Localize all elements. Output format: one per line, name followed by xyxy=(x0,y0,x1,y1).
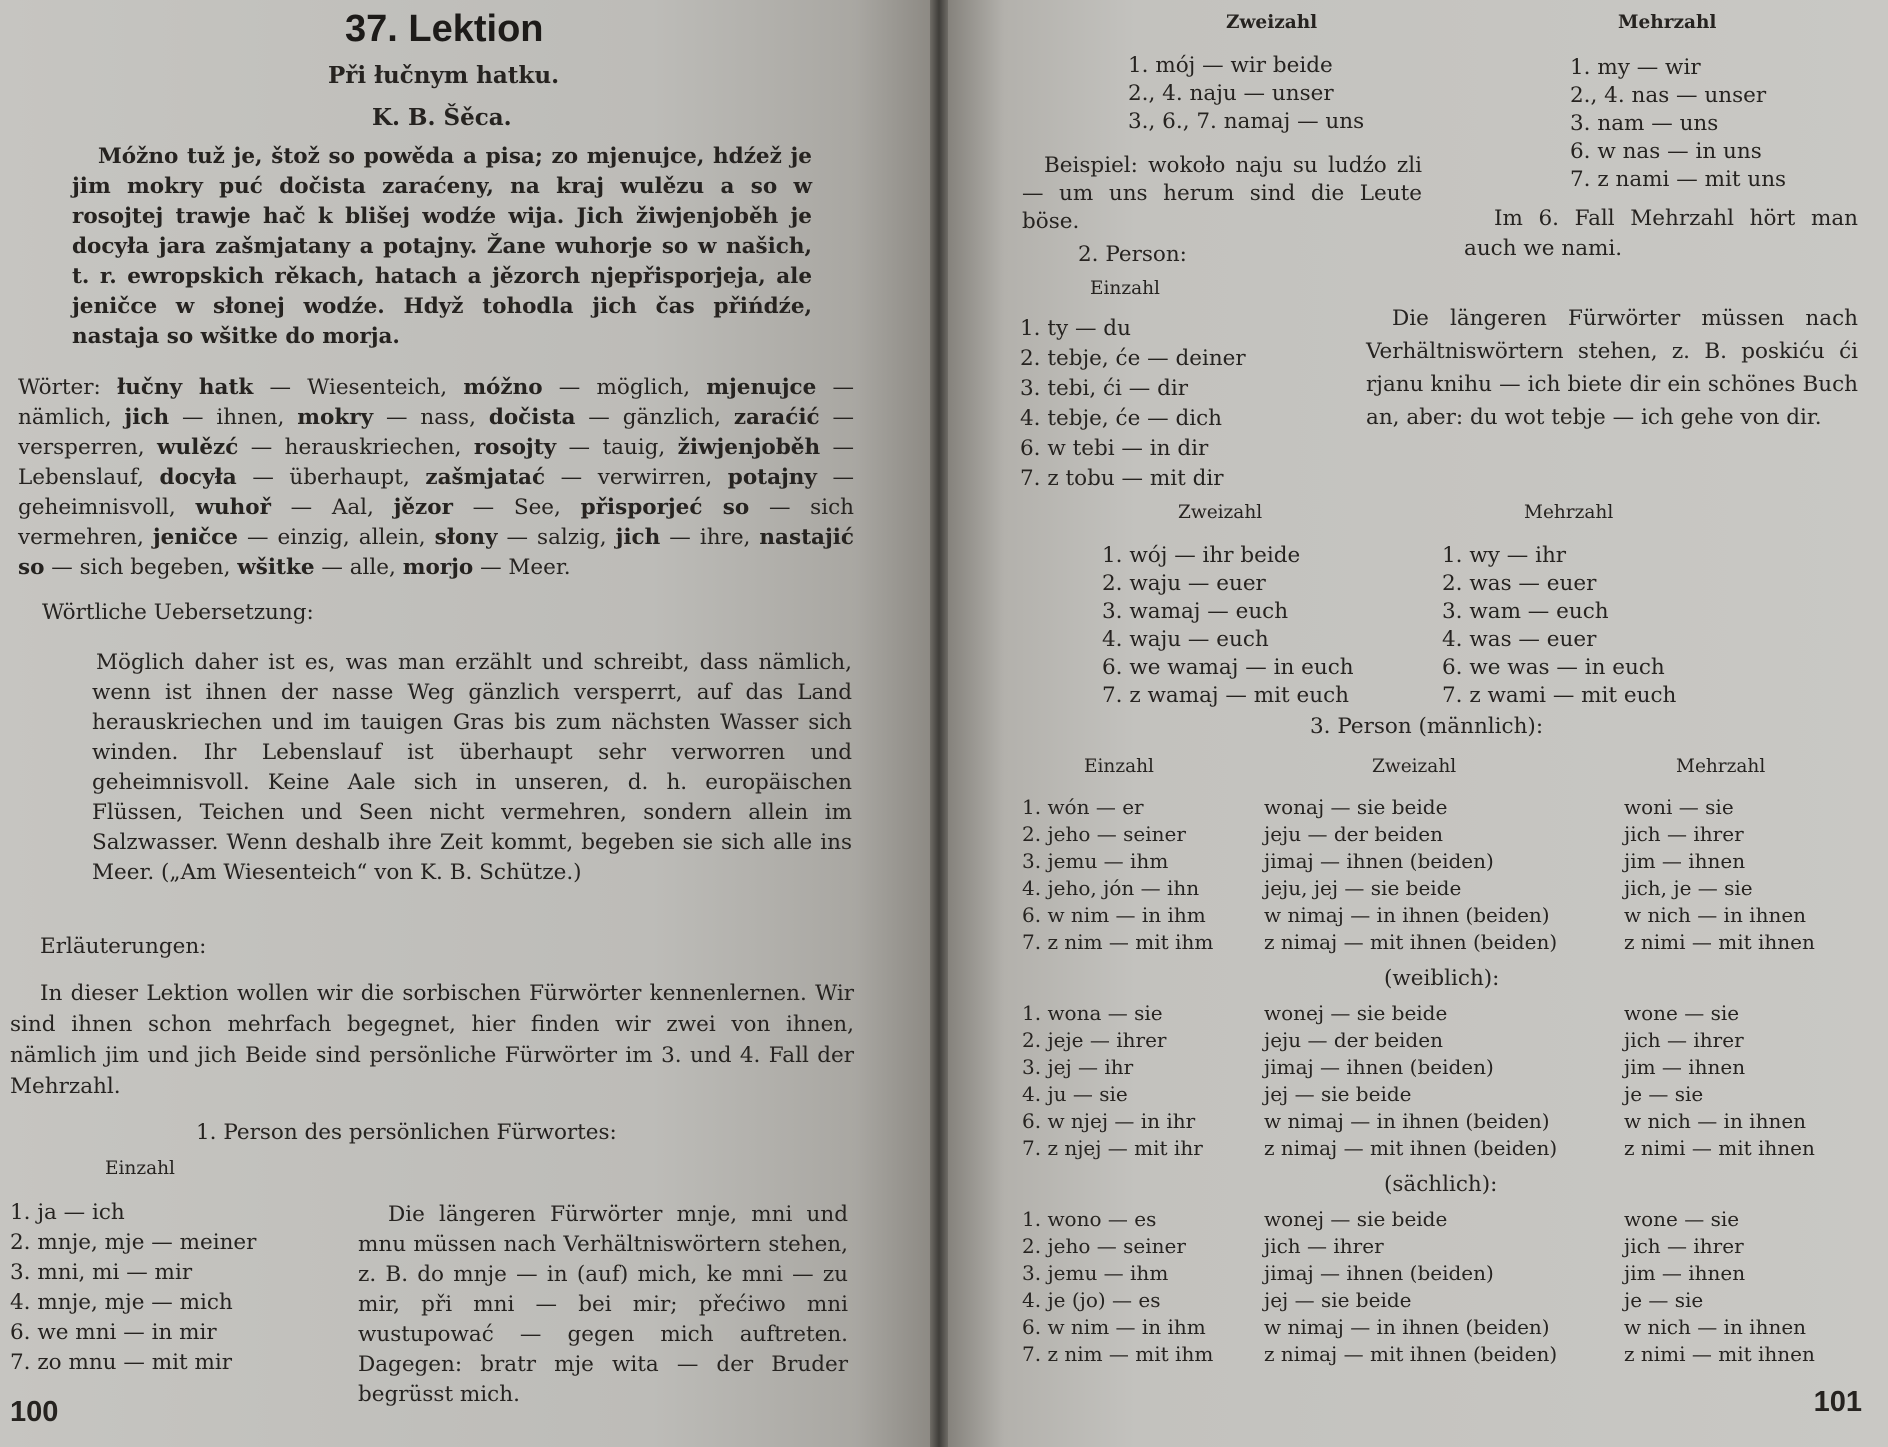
list-item: z nimi — mit ihnen xyxy=(1624,1136,1815,1160)
list-item: 2., 4. naju — unser xyxy=(1128,81,1334,106)
feminine-mehrzahl-list xyxy=(1624,1000,1815,1162)
neuter-zweizahl-list xyxy=(1264,1206,1557,1368)
list-item: 2., 4. nas — unser xyxy=(1570,83,1767,108)
vocab-meaning: sich begeben, xyxy=(79,555,231,580)
list-item: wonej — sie beide xyxy=(1264,1207,1448,1231)
list-item: 4. mnje, mje — mich xyxy=(10,1290,233,1315)
vocab-word: łučny hatk xyxy=(116,375,254,400)
vocab-meaning: nämlich, xyxy=(18,405,112,430)
list-item: jeju — der beiden xyxy=(1264,822,1443,846)
list-item: jeju — der beiden xyxy=(1264,1028,1443,1052)
person2-zweizahl-label: Zweizahl xyxy=(1178,502,1263,523)
list-item: 3. wamaj — euch xyxy=(1102,599,1289,624)
vocab-word: zaraćić xyxy=(733,405,820,430)
vocab-meaning: versperren, xyxy=(18,435,145,460)
list-item: 2. was — euer xyxy=(1442,571,1597,596)
p1-zweizahl-label: Zweizahl xyxy=(1226,12,1318,33)
vocab-meaning: Lebenslauf, xyxy=(18,465,144,490)
list-item: w nich — in ihnen xyxy=(1624,903,1807,927)
list-item: w nich — in ihnen xyxy=(1624,1109,1807,1133)
person1-einzahl-list xyxy=(10,1198,256,1378)
vocab-word: docyła xyxy=(159,465,237,490)
list-item: 6. we wamaj — in euch xyxy=(1102,655,1354,680)
list-item: wone — sie xyxy=(1624,1001,1740,1025)
list-item: 6. we mni — in mir xyxy=(10,1320,217,1345)
list-item: jich — ihrer xyxy=(1624,1028,1744,1052)
list-item: 3., 6., 7. namaj — uns xyxy=(1128,109,1365,134)
vocab-meaning: alle, xyxy=(349,555,396,580)
list-item: 4. je (jo) — es xyxy=(1022,1288,1161,1312)
list-item: z nimi — mit ihnen xyxy=(1624,930,1815,954)
list-item: 6. w tebi — in dir xyxy=(1020,436,1209,461)
list-item: 7. z nim — mit ihm xyxy=(1022,1342,1214,1366)
vocab-meaning: einzig, allein, xyxy=(277,525,426,550)
vocab-meaning: ihre, xyxy=(699,525,751,550)
vocab-word: słony xyxy=(434,525,498,550)
list-item: z nimaj — mit ihnen (beiden) xyxy=(1264,930,1558,954)
list-item: w nimaj — in ihnen (beiden) xyxy=(1264,1109,1550,1133)
story-author: K. B. Šěca. xyxy=(372,104,512,131)
list-item: jim — ihnen xyxy=(1624,1055,1746,1079)
vocab-meaning: See, xyxy=(513,495,561,520)
vocab-meaning: möglich, xyxy=(596,375,691,400)
translation-heading: Wörtliche Uebersetzung: xyxy=(42,600,314,625)
vocab-meaning: Meer. xyxy=(508,555,571,580)
person2-heading: 2. Person: xyxy=(1078,242,1187,267)
list-item: jej — sie beide xyxy=(1264,1288,1412,1312)
list-item: 2. tebje, će — deiner xyxy=(1020,346,1246,371)
list-item: jimaj — ihnen (beiden) xyxy=(1264,849,1494,873)
list-item: 7. z nim — mit ihm xyxy=(1022,930,1214,954)
vocabulary-paragraph xyxy=(18,373,854,583)
example-sentence: Beispiel: wokoło naju su ludźo zli — um uns herum sind die Leute böse. xyxy=(1022,153,1422,234)
list-item: w nimaj — in ihnen (beiden) xyxy=(1264,1315,1550,1339)
p1-zweizahl-list xyxy=(1128,52,1364,136)
list-item: 1. mój — wir beide xyxy=(1128,53,1333,78)
list-item: jich, je — sie xyxy=(1624,876,1753,900)
list-item: 7. zo mnu — mit mir xyxy=(10,1350,232,1375)
story-title: Při łučnym hatku. xyxy=(328,62,560,89)
list-item: 1. ja — ich xyxy=(10,1200,125,1225)
list-item: jich — ihrer xyxy=(1624,1234,1744,1258)
vocab-word: morjo xyxy=(402,555,474,580)
vocab-meaning: herauskriechen, xyxy=(284,435,462,460)
list-item: jimaj — ihnen (beiden) xyxy=(1264,1261,1494,1285)
list-item: 1. wój — ihr beide xyxy=(1102,543,1301,568)
list-item: wonej — sie beide xyxy=(1264,1001,1448,1025)
list-item: 7. z tobu — mit dir xyxy=(1020,466,1224,491)
page-number-left: 100 xyxy=(10,1396,59,1428)
explanations-text: In dieser Lektion wollen wir die sorbischen Fürwörter kennenlernen. Wir sind ihnen schon mehrfach begegnet, hier finden wir zwei von ihnen, nämlich jim und jich Beide sind persönliche Fürwörter im 3. und 4. Fall der Mehrzahl. xyxy=(10,981,854,1099)
vocab-meaning: tauig, xyxy=(602,435,666,460)
list-item: 1. my — wir xyxy=(1570,55,1701,80)
vocab-word: dočista xyxy=(488,405,576,430)
vocab-word: wuhoř xyxy=(195,495,271,520)
list-item: 1. wona — sie xyxy=(1022,1001,1163,1025)
list-item: 6. w njej — in ihr xyxy=(1022,1109,1196,1133)
list-item: 2. jeho — seiner xyxy=(1022,1234,1186,1258)
lesson-title: 37. Lektion xyxy=(345,8,544,50)
longer-forms-note: Die längeren Fürwörter müssen nach Verhältniswörtern stehen, z. B. poskiću ći rjanu knihu — ich biete dir ein schönes Buch an, aber: du wot tebje — ich gehe von dir. xyxy=(1366,306,1858,430)
list-item: jej — sie beide xyxy=(1264,1082,1412,1106)
list-item: jim — ihnen xyxy=(1624,849,1746,873)
explanations-heading: Erläuterungen: xyxy=(40,934,207,959)
person3-zweizahl-label: Zweizahl xyxy=(1372,756,1457,777)
vocabulary-list: łučny hatk — Wiesenteich, móžno — möglich, mjenujce — nämlich, jich — ihnen, mokry — nass, dočista — gänzlich, zaraćić — versperren, wulězć — herauskriechen, rosojty — tauig, žiwjenjoběh — Lebenslauf, docyła — überhaupt, zašmjatać — verwirren, potajny — geheimnisvoll, wuhoř — Aal, jězor — See, přisporjeć so — sich vermehren, jeničce — einzig, allein, słony — salzig, jich — ihre, nastajić so — sich begeben, wšitke — alle, morjo — Meer. xyxy=(18,375,855,580)
list-item: 2. mnje, mje — meiner xyxy=(10,1230,257,1255)
vocab-meaning: überhaupt, xyxy=(289,465,410,490)
list-item: 4. jeho, jón — ihn xyxy=(1022,876,1200,900)
vocab-word: wulězć xyxy=(157,435,239,460)
list-item: jeju, jej — sie beide xyxy=(1264,876,1462,900)
person3-einzahl-label: Einzahl xyxy=(1084,756,1154,777)
list-item: 3. wam — euch xyxy=(1442,599,1609,624)
neuter-mehrzahl-list xyxy=(1624,1206,1815,1368)
list-item: 7. z njej — mit ihr xyxy=(1022,1136,1203,1160)
list-item: z nimaj — mit ihnen (beiden) xyxy=(1264,1136,1558,1160)
masculine-zweizahl-list xyxy=(1264,794,1557,956)
vocab-word: jich xyxy=(615,525,661,550)
left-page xyxy=(0,0,930,1447)
list-item: 6. w nim — in ihm xyxy=(1022,903,1206,927)
list-item: jich — ihrer xyxy=(1624,822,1744,846)
feminine-einzahl-list xyxy=(1022,1000,1203,1162)
person3-mehrzahl-label: Mehrzahl xyxy=(1676,756,1766,777)
list-item: 6. w nas — in uns xyxy=(1570,139,1762,164)
list-item: 2. waju — euer xyxy=(1102,571,1266,596)
person1-einzahl-label: Einzahl xyxy=(105,1158,175,1179)
list-item: 4. ju — sie xyxy=(1022,1082,1128,1106)
vocab-word: wšitke xyxy=(237,555,315,580)
list-item: wonaj — sie beide xyxy=(1264,795,1448,819)
list-item: 3. nam — uns xyxy=(1570,111,1719,136)
mehrzahl-note: Im 6. Fall Mehrzahl hört man auch we nami. xyxy=(1464,206,1858,261)
list-item: z nimaj — mit ihnen (beiden) xyxy=(1264,1342,1558,1366)
vocab-word: mokry xyxy=(297,405,374,430)
list-item: woni — sie xyxy=(1624,795,1734,819)
vocab-word: přisporjeć so xyxy=(580,495,750,520)
list-item: jich — ihrer xyxy=(1264,1234,1384,1258)
list-item: 3. jemu — ihm xyxy=(1022,849,1169,873)
list-item: 1. ty — du xyxy=(1020,316,1131,341)
feminine-zweizahl-list xyxy=(1264,1000,1557,1162)
vocab-meaning: ihnen, xyxy=(216,405,285,430)
list-item: 3. jemu — ihm xyxy=(1022,1261,1169,1285)
vocab-word: žiwjenjoběh xyxy=(677,435,821,460)
person2-zweizahl-list xyxy=(1102,542,1354,710)
list-item: w nimaj — in ihnen (beiden) xyxy=(1264,903,1550,927)
vocab-word: móžno xyxy=(463,375,543,400)
masculine-mehrzahl-list xyxy=(1624,794,1815,956)
vocab-meaning: Aal, xyxy=(331,495,374,520)
page-number-right: 101 xyxy=(1813,1386,1862,1418)
list-item: 7. z wami — mit euch xyxy=(1442,683,1677,708)
list-item: 2. jeje — ihrer xyxy=(1022,1028,1167,1052)
list-item: jim — ihnen xyxy=(1624,1261,1746,1285)
sorbian-reading-text: Móžno tuž je, štož so powěda a pisa; zo mjenujce, hdźež je jim mokry puć dočista zaraćeny, na kraj wulězu a so w rosojtej trawje hač k blišej wodźe wija. Jich žiwjenjoběh je docyła jara zašmjatany a potajny. Žane wuhorje so w našich, t. r. ewropskich rěkach, hatach a jězorch njepřisporjeja, ale jeničce w słonej wodźe. Hdyž tohodla jich čas přińdźe, nastaja so wšitke do morja. xyxy=(72,144,812,349)
vocab-meaning: nass, xyxy=(420,405,476,430)
list-item: 7. z wamaj — mit euch xyxy=(1102,683,1349,708)
neuter-heading: (sächlich): xyxy=(1384,1172,1498,1197)
vocab-word: jich xyxy=(124,405,170,430)
list-item: wone — sie xyxy=(1624,1207,1740,1231)
vocab-meaning: geheimnisvoll, xyxy=(18,495,176,520)
vocab-meaning: salzig, xyxy=(537,525,607,550)
list-item: jimaj — ihnen (beiden) xyxy=(1264,1055,1494,1079)
list-item: 3. jej — ihr xyxy=(1022,1055,1134,1079)
vocab-meaning: sich vermehren, xyxy=(18,495,854,550)
vocab-word: potajny xyxy=(727,465,817,490)
person2-einzahl-list xyxy=(1020,314,1246,494)
list-item: 2. jeho — seiner xyxy=(1022,822,1186,846)
list-item: 4. was — euer xyxy=(1442,627,1597,652)
list-item: 1. wy — ihr xyxy=(1442,543,1567,568)
person2-mehrzahl-label: Mehrzahl xyxy=(1524,502,1614,523)
vocab-meaning: verwirren, xyxy=(597,465,713,490)
list-item: 6. we was — in euch xyxy=(1442,655,1665,680)
person2-mehrzahl-list xyxy=(1442,542,1676,710)
list-item: 1. wono — es xyxy=(1022,1207,1157,1231)
p1-mehrzahl-list xyxy=(1570,54,1786,194)
person3-heading: 3. Person (männlich): xyxy=(1310,714,1544,739)
list-item: je — sie xyxy=(1624,1288,1704,1312)
vocab-word: zašmjatać xyxy=(425,465,546,490)
translation-text: Möglich daher ist es, was man erzählt und schreibt, dass nämlich, wenn ist ihnen der nasse Weg gänzlich versperrt, auf das Land herauskriechen und im tauigen Gras bis zum nächsten Wasser sich winden. Ihr Lebenslauf ist überhaupt sehr verworren und geheimnisvoll. Keine Aale sich in unseren, d. h. europäischen Flüssen, Teichen und Seen nicht vermehren, sondern allein im Salzwasser. Wenn deshalb ihre Zeit kommt, begeben sie sich alle ins Meer. („Am Wiesenteich“ von K. B. Schütze.) xyxy=(92,650,852,885)
person2-einzahl-label: Einzahl xyxy=(1090,278,1160,299)
vocab-meaning: gänzlich, xyxy=(622,405,721,430)
p1-mehrzahl-label: Mehrzahl xyxy=(1618,12,1717,33)
list-item: 4. waju — euch xyxy=(1102,627,1269,652)
vocab-word: mjenujce xyxy=(706,375,817,400)
list-item: 7. z nami — mit uns xyxy=(1570,167,1787,192)
vocab-word: jeničce xyxy=(152,525,238,550)
list-item: 1. wón — er xyxy=(1022,795,1144,819)
feminine-heading: (weiblich): xyxy=(1384,966,1500,991)
person1-note: Die längeren Fürwörter mnje, mni und mnu müssen nach Verhältniswörtern stehen, z. B. do mnje — in (auf) mich, ke mni — zu mir, při mni — bei mir; přećiwo mni wustupować — gegen mich auftreten. Dagegen: bratr mje wita — der Bruder begrüsst mich. xyxy=(358,1202,848,1407)
book-gutter xyxy=(930,0,948,1447)
list-item: 6. w nim — in ihm xyxy=(1022,1315,1206,1339)
list-item: 3. mni, mi — mir xyxy=(10,1260,193,1285)
vocab-meaning: Wiesenteich, xyxy=(307,375,448,400)
list-item: w nich — in ihnen xyxy=(1624,1315,1807,1339)
vocab-word: nastajić so xyxy=(18,525,854,580)
masculine-einzahl-list xyxy=(1022,794,1213,956)
right-page xyxy=(948,0,1888,1447)
list-item: z nimi — mit ihnen xyxy=(1624,1342,1815,1366)
vocabulary-label: Wörter: xyxy=(18,375,101,400)
list-item: 4. tebje, će — dich xyxy=(1020,406,1222,431)
list-item: 3. tebi, ći — dir xyxy=(1020,376,1189,401)
neuter-einzahl-list xyxy=(1022,1206,1213,1368)
vocab-word: rosojty xyxy=(473,435,557,460)
person1-heading: 1. Person des persönlichen Fürwortes: xyxy=(196,1120,617,1145)
list-item: je — sie xyxy=(1624,1082,1704,1106)
vocab-word: jězor xyxy=(393,495,453,520)
